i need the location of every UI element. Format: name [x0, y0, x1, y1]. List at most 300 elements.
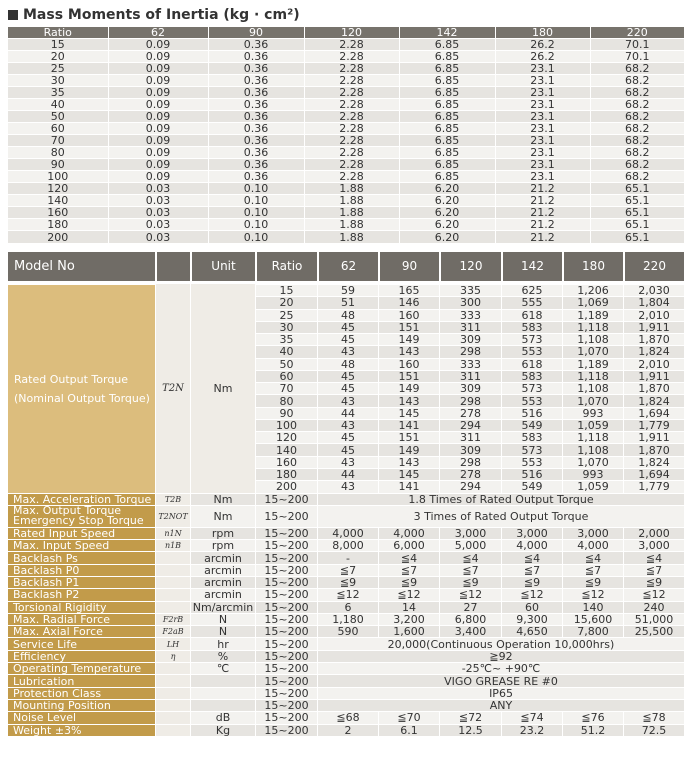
inertia-section-title: [8, 6, 300, 24]
spec-header-row: [8, 252, 684, 281]
spec-header-model: 62: [317, 252, 378, 281]
spec-row-value: ≦9: [623, 576, 684, 588]
inertia-value-cell: 2.28: [304, 135, 399, 147]
spec-row-symbol: [155, 601, 190, 613]
torque-value-cell: 294: [439, 419, 501, 431]
spec-row-value: ≦12: [378, 588, 439, 600]
spec-row-value: 15,600: [562, 613, 623, 625]
torque-value-cell: 143: [378, 394, 439, 406]
inertia-value-cell: 68.2: [590, 123, 684, 135]
inertia-value-cell: 0.09: [108, 51, 208, 63]
spec-row-value: ≦12: [623, 588, 684, 600]
torque-value-cell: 311: [439, 321, 501, 333]
torque-value-cell: 1,911: [623, 370, 684, 382]
inertia-value-cell: 6.85: [399, 87, 495, 99]
spec-row-value: 140: [562, 601, 623, 613]
torque-value-cell: 278: [439, 468, 501, 480]
inertia-value-cell: 2.28: [304, 123, 399, 135]
inertia-value-cell: 21.2: [495, 219, 590, 231]
inertia-header-row: [8, 27, 684, 39]
torque-value-cell: 2,030: [623, 284, 684, 296]
torque-value-cell: 1,911: [623, 431, 684, 443]
spec-row-ratio: 15~200: [255, 493, 317, 505]
spec-row-label: Max. Radial Force: [8, 613, 155, 625]
inertia-value-cell: 2.28: [304, 111, 399, 123]
torque-value-cell: 573: [501, 443, 562, 455]
inertia-value-cell: 6.20: [399, 231, 495, 243]
torque-value-cell: 1,779: [623, 419, 684, 431]
spec-row-ratio: 15~200: [255, 724, 317, 736]
inertia-value-cell: 0.36: [208, 111, 304, 123]
inertia-ratio-cell: 50: [8, 111, 108, 123]
inertia-row: [8, 207, 684, 219]
inertia-value-cell: 6.85: [399, 39, 495, 51]
spec-row-unit: N: [190, 625, 255, 637]
torque-value-cell: 298: [439, 394, 501, 406]
inertia-row: [8, 135, 684, 147]
spec-row-label: Max. Acceleration Torque: [8, 493, 155, 505]
spec-row-value: ≦78: [623, 711, 684, 723]
spec-row-ratio: 15~200: [255, 564, 317, 576]
inertia-row: [8, 99, 684, 111]
inertia-value-cell: 0.03: [108, 231, 208, 243]
torque-value-cell: 1,189: [562, 358, 623, 370]
inertia-header-cell: 180: [495, 27, 590, 39]
spec-row-unit: N: [190, 613, 255, 625]
inertia-value-cell: 23.1: [495, 147, 590, 159]
torque-value-cell: 45: [317, 431, 378, 443]
spec-row-unit: rpm: [190, 527, 255, 539]
spec-row-value: 51,000: [623, 613, 684, 625]
torque-value-cell: 618: [501, 309, 562, 321]
inertia-header-cell: 120: [304, 27, 399, 39]
inertia-ratio-cell: 30: [8, 75, 108, 87]
spec-row: [8, 539, 684, 551]
torque-value-cell: 1,824: [623, 394, 684, 406]
inertia-row: [8, 231, 684, 243]
spec-row-value: ≦9: [317, 576, 378, 588]
spec-header-symbol: [155, 252, 190, 281]
torque-value-cell: 2,010: [623, 309, 684, 321]
torque-value-cell: 1,911: [623, 321, 684, 333]
inertia-value-cell: 23.1: [495, 123, 590, 135]
spec-row-symbol: [155, 687, 190, 699]
spec-row-unit: ℃: [190, 662, 255, 674]
torque-value-cell: 1,108: [562, 382, 623, 394]
spec-header-unit: Unit: [190, 252, 255, 281]
inertia-value-cell: 23.1: [495, 159, 590, 171]
torque-value-cell: 1,824: [623, 345, 684, 357]
torque-value-cell: 43: [317, 345, 378, 357]
spec-row-value: 3,000: [439, 527, 501, 539]
torque-value-cell: 45: [317, 443, 378, 455]
spec-row-value: 240: [623, 601, 684, 613]
inertia-value-cell: 23.1: [495, 87, 590, 99]
spec-row-value: 4,000: [378, 527, 439, 539]
spec-row-value: ≦12: [562, 588, 623, 600]
spec-row-label: Max. Output Torque Emergency Stop Torque: [8, 505, 155, 527]
torque-value-cell: 573: [501, 333, 562, 345]
torque-value-cell: 1,118: [562, 431, 623, 443]
torque-value-cell: 143: [378, 456, 439, 468]
spec-row-label: Backlash P0: [8, 564, 155, 576]
inertia-value-cell: 0.09: [108, 159, 208, 171]
spec-row-symbol: [155, 662, 190, 674]
torque-ratio-cell: 140: [255, 443, 317, 455]
torque-value-cell: 43: [317, 394, 378, 406]
spec-header-model-no: Model No: [8, 252, 155, 281]
torque-value-cell: 516: [501, 407, 562, 419]
torque-value-cell: 160: [378, 309, 439, 321]
torque-ratio-cell: 60: [255, 370, 317, 382]
spec-row-value: 27: [439, 601, 501, 613]
spec-row: [8, 687, 684, 699]
torque-unit: Nm: [190, 284, 255, 493]
torque-value-cell: 1,118: [562, 370, 623, 382]
inertia-value-cell: 68.2: [590, 63, 684, 75]
spec-row-ratio: 15~200: [255, 637, 317, 649]
spec-row-unit: arcmin: [190, 588, 255, 600]
inertia-ratio-cell: 35: [8, 87, 108, 99]
spec-row-value: 12.5: [439, 724, 501, 736]
inertia-value-cell: 68.2: [590, 87, 684, 99]
inertia-value-cell: 68.2: [590, 159, 684, 171]
torque-value-cell: 48: [317, 358, 378, 370]
spec-row-value: ≦9: [439, 576, 501, 588]
spec-row-unit: [190, 699, 255, 711]
torque-value-cell: 1,804: [623, 296, 684, 308]
inertia-value-cell: 65.1: [590, 207, 684, 219]
torque-ratio-cell: 120: [255, 431, 317, 443]
torque-value-cell: 333: [439, 358, 501, 370]
inertia-value-cell: 0.09: [108, 87, 208, 99]
inertia-value-cell: 6.85: [399, 147, 495, 159]
torque-value-cell: 583: [501, 431, 562, 443]
inertia-value-cell: 65.1: [590, 183, 684, 195]
spec-row-label: Max. Axial Force: [8, 625, 155, 637]
torque-ratio-cell: 50: [255, 358, 317, 370]
inertia-value-cell: 1.88: [304, 231, 399, 243]
inertia-value-cell: 0.36: [208, 147, 304, 159]
torque-value-cell: 146: [378, 296, 439, 308]
inertia-ratio-cell: 180: [8, 219, 108, 231]
spec-row: [8, 699, 684, 711]
inertia-value-cell: 21.2: [495, 183, 590, 195]
torque-label: [8, 284, 155, 493]
torque-value-cell: 1,070: [562, 456, 623, 468]
torque-value-cell: 1,189: [562, 309, 623, 321]
spec-row-unit: [190, 687, 255, 699]
spec-row-value: 4,650: [501, 625, 562, 637]
spec-row-symbol: F2rB: [155, 613, 190, 625]
torque-row: [8, 284, 684, 296]
spec-row-span-value: -25℃~ +90℃: [317, 662, 684, 674]
torque-value-cell: 141: [378, 419, 439, 431]
spec-row: [8, 674, 684, 686]
spec-row-span-value: VIGO GREASE RE #0: [317, 674, 684, 686]
spec-row-value: -: [317, 551, 378, 563]
spec-row-span-value: 20,000(Continuous Operation 10,000hrs): [317, 637, 684, 649]
torque-value-cell: 1,059: [562, 480, 623, 492]
spec-row-value: ≦4: [562, 551, 623, 563]
inertia-ratio-cell: 40: [8, 99, 108, 111]
inertia-value-cell: 0.10: [208, 231, 304, 243]
torque-ratio-cell: 20: [255, 296, 317, 308]
spec-row-label: Rated Input Speed: [8, 527, 155, 539]
spec-row: [8, 601, 684, 613]
inertia-ratio-cell: 15: [8, 39, 108, 51]
spec-row-span-value: ANY: [317, 699, 684, 711]
torque-ratio-cell: 100: [255, 419, 317, 431]
inertia-value-cell: 6.20: [399, 219, 495, 231]
spec-row-ratio: 15~200: [255, 699, 317, 711]
inertia-value-cell: 65.1: [590, 231, 684, 243]
inertia-value-cell: 6.85: [399, 135, 495, 147]
spec-row-value: ≦9: [562, 576, 623, 588]
torque-value-cell: 335: [439, 284, 501, 296]
inertia-value-cell: 2.28: [304, 159, 399, 171]
inertia-value-cell: 68.2: [590, 75, 684, 87]
spec-row: [8, 551, 684, 563]
spec-row-value: 1,600: [378, 625, 439, 637]
torque-label-line2: (Nominal Output Torque): [14, 391, 150, 405]
inertia-row: [8, 87, 684, 99]
torque-ratio-cell: 35: [255, 333, 317, 345]
torque-value-cell: 1,824: [623, 456, 684, 468]
inertia-value-cell: 1.88: [304, 219, 399, 231]
spec-header-ratio: Ratio: [255, 252, 317, 281]
torque-value-cell: 309: [439, 443, 501, 455]
inertia-ratio-cell: 60: [8, 123, 108, 135]
torque-value-cell: 1,206: [562, 284, 623, 296]
spec-row-label: Max. Input Speed: [8, 539, 155, 551]
spec-row-value: ≦7: [439, 564, 501, 576]
inertia-value-cell: 23.1: [495, 75, 590, 87]
inertia-value-cell: 2.28: [304, 51, 399, 63]
spec-row-ratio: 15~200: [255, 625, 317, 637]
inertia-value-cell: 2.28: [304, 63, 399, 75]
spec-row-span-value: 1.8 Times of Rated Output Torque: [317, 493, 684, 505]
spec-row-ratio: 15~200: [255, 576, 317, 588]
inertia-value-cell: 0.36: [208, 39, 304, 51]
spec-row-value: ≦76: [562, 711, 623, 723]
inertia-ratio-cell: 200: [8, 231, 108, 243]
torque-ratio-cell: 70: [255, 382, 317, 394]
inertia-value-cell: 0.09: [108, 99, 208, 111]
spec-row-value: ≦12: [439, 588, 501, 600]
spec-row: [8, 564, 684, 576]
spec-row-value: 3,400: [439, 625, 501, 637]
spec-row-value: ≦9: [378, 576, 439, 588]
inertia-value-cell: 70.1: [590, 51, 684, 63]
inertia-value-cell: 2.28: [304, 39, 399, 51]
inertia-value-cell: 23.1: [495, 99, 590, 111]
torque-value-cell: 1,059: [562, 419, 623, 431]
inertia-row: [8, 39, 684, 51]
spec-row-ratio: 15~200: [255, 650, 317, 662]
inertia-ratio-cell: 25: [8, 63, 108, 75]
torque-value-cell: 278: [439, 407, 501, 419]
spec-row-label: Protection Class: [8, 687, 155, 699]
torque-value-cell: 1,694: [623, 468, 684, 480]
spec-row: [8, 724, 684, 736]
torque-value-cell: 553: [501, 345, 562, 357]
spec-row-value: ≦74: [501, 711, 562, 723]
inertia-value-cell: 68.2: [590, 147, 684, 159]
inertia-value-cell: 0.03: [108, 183, 208, 195]
inertia-value-cell: 0.03: [108, 207, 208, 219]
torque-value-cell: 48: [317, 309, 378, 321]
spec-row-value: 3,000: [501, 527, 562, 539]
spec-row-value: ≦7: [501, 564, 562, 576]
spec-row-value: 1,180: [317, 613, 378, 625]
torque-value-cell: 149: [378, 443, 439, 455]
inertia-value-cell: 0.10: [208, 183, 304, 195]
inertia-table: [8, 27, 684, 243]
spec-row-symbol: T2B: [155, 493, 190, 505]
inertia-row: [8, 51, 684, 63]
inertia-value-cell: 6.85: [399, 51, 495, 63]
inertia-value-cell: 68.2: [590, 111, 684, 123]
spec-row-value: 60: [501, 601, 562, 613]
spec-row-symbol: η: [155, 650, 190, 662]
inertia-value-cell: 0.03: [108, 219, 208, 231]
torque-value-cell: 1,694: [623, 407, 684, 419]
torque-value-cell: 993: [562, 468, 623, 480]
torque-value-cell: 45: [317, 321, 378, 333]
torque-value-cell: 1,870: [623, 443, 684, 455]
inertia-value-cell: 6.20: [399, 207, 495, 219]
torque-value-cell: 149: [378, 333, 439, 345]
spec-row-label: Service Life: [8, 637, 155, 649]
spec-row-label: Torsional Rigidity: [8, 601, 155, 613]
inertia-value-cell: 6.85: [399, 75, 495, 87]
spec-row-unit: Kg: [190, 724, 255, 736]
torque-ratio-cell: 15: [255, 284, 317, 296]
inertia-value-cell: 68.2: [590, 135, 684, 147]
torque-value-cell: 553: [501, 456, 562, 468]
spec-row-symbol: [155, 551, 190, 563]
inertia-value-cell: 0.09: [108, 63, 208, 75]
spec-row-value: ≦4: [439, 551, 501, 563]
inertia-value-cell: 21.2: [495, 195, 590, 207]
spec-row-ratio: 15~200: [255, 711, 317, 723]
spec-row-label: Backlash P1: [8, 576, 155, 588]
torque-value-cell: 549: [501, 419, 562, 431]
spec-row-symbol: [155, 724, 190, 736]
spec-row-unit: arcmin: [190, 551, 255, 563]
spec-row-ratio: 15~200: [255, 687, 317, 699]
torque-value-cell: 311: [439, 431, 501, 443]
spec-row-value: ≦4: [501, 551, 562, 563]
inertia-header-cell: Ratio: [8, 27, 108, 39]
inertia-row: [8, 147, 684, 159]
inertia-value-cell: 23.1: [495, 135, 590, 147]
spec-row-value: 590: [317, 625, 378, 637]
torque-value-cell: 43: [317, 480, 378, 492]
torque-value-cell: 1,108: [562, 443, 623, 455]
torque-value-cell: 309: [439, 382, 501, 394]
spec-row-value: ≦72: [439, 711, 501, 723]
spec-row-span-value: ≧92: [317, 650, 684, 662]
torque-value-cell: 151: [378, 321, 439, 333]
torque-value-cell: 141: [378, 480, 439, 492]
inertia-value-cell: 6.20: [399, 183, 495, 195]
spec-row-unit: hr: [190, 637, 255, 649]
spec-row-label: Lubrication: [8, 674, 155, 686]
torque-value-cell: 45: [317, 370, 378, 382]
inertia-value-cell: 0.36: [208, 87, 304, 99]
torque-value-cell: 553: [501, 394, 562, 406]
spec-row-value: ≦4: [623, 551, 684, 563]
spec-row-value: ≦70: [378, 711, 439, 723]
torque-value-cell: 516: [501, 468, 562, 480]
inertia-value-cell: 65.1: [590, 219, 684, 231]
inertia-header-cell: 220: [590, 27, 684, 39]
inertia-value-cell: 1.88: [304, 183, 399, 195]
spec-row-value: 2,000: [623, 527, 684, 539]
torque-value-cell: 45: [317, 382, 378, 394]
torque-value-cell: 300: [439, 296, 501, 308]
inertia-ratio-cell: 20: [8, 51, 108, 63]
inertia-title: Mass Moments of Inertia (kg · cm²): [23, 7, 300, 23]
spec-row-label: Operating Temperature: [8, 662, 155, 674]
spec-row-symbol: [155, 699, 190, 711]
inertia-value-cell: 1.88: [304, 207, 399, 219]
inertia-value-cell: 6.85: [399, 159, 495, 171]
inertia-row: [8, 75, 684, 87]
inertia-row: [8, 171, 684, 183]
spec-row-span-value: IP65: [317, 687, 684, 699]
inertia-value-cell: 68.2: [590, 171, 684, 183]
spec-row: [8, 505, 684, 527]
spec-row-symbol: n1N: [155, 527, 190, 539]
inertia-value-cell: 65.1: [590, 195, 684, 207]
inertia-row: [8, 123, 684, 135]
spec-row-symbol: [155, 576, 190, 588]
inertia-value-cell: 6.85: [399, 111, 495, 123]
torque-value-cell: 1,070: [562, 345, 623, 357]
torque-value-cell: 43: [317, 456, 378, 468]
spec-row-unit: dB: [190, 711, 255, 723]
spec-row-unit: [190, 674, 255, 686]
inertia-ratio-cell: 90: [8, 159, 108, 171]
spec-row-value: 3,000: [562, 527, 623, 539]
torque-value-cell: 151: [378, 431, 439, 443]
inertia-value-cell: 21.2: [495, 231, 590, 243]
spec-row: [8, 625, 684, 637]
spec-row-value: 6: [317, 601, 378, 613]
inertia-row: [8, 63, 684, 75]
spec-row-value: 3,200: [378, 613, 439, 625]
spec-row-span-value: 3 Times of Rated Output Torque: [317, 505, 684, 527]
torque-ratio-cell: 200: [255, 480, 317, 492]
torque-value-cell: 145: [378, 468, 439, 480]
square-bullet-icon: [8, 10, 18, 20]
spec-row-label: Backlash Ps: [8, 551, 155, 563]
torque-ratio-cell: 30: [255, 321, 317, 333]
spec-row: [8, 493, 684, 505]
spec-row-value: ≦7: [562, 564, 623, 576]
inertia-value-cell: 2.28: [304, 87, 399, 99]
spec-row-symbol: [155, 588, 190, 600]
spec-row-ratio: 15~200: [255, 551, 317, 563]
spec-row-value: 8,000: [317, 539, 378, 551]
inertia-value-cell: 2.28: [304, 75, 399, 87]
spec-header-model: 220: [623, 252, 684, 281]
spec-row-label: Backlash P2: [8, 588, 155, 600]
inertia-value-cell: 6.85: [399, 123, 495, 135]
